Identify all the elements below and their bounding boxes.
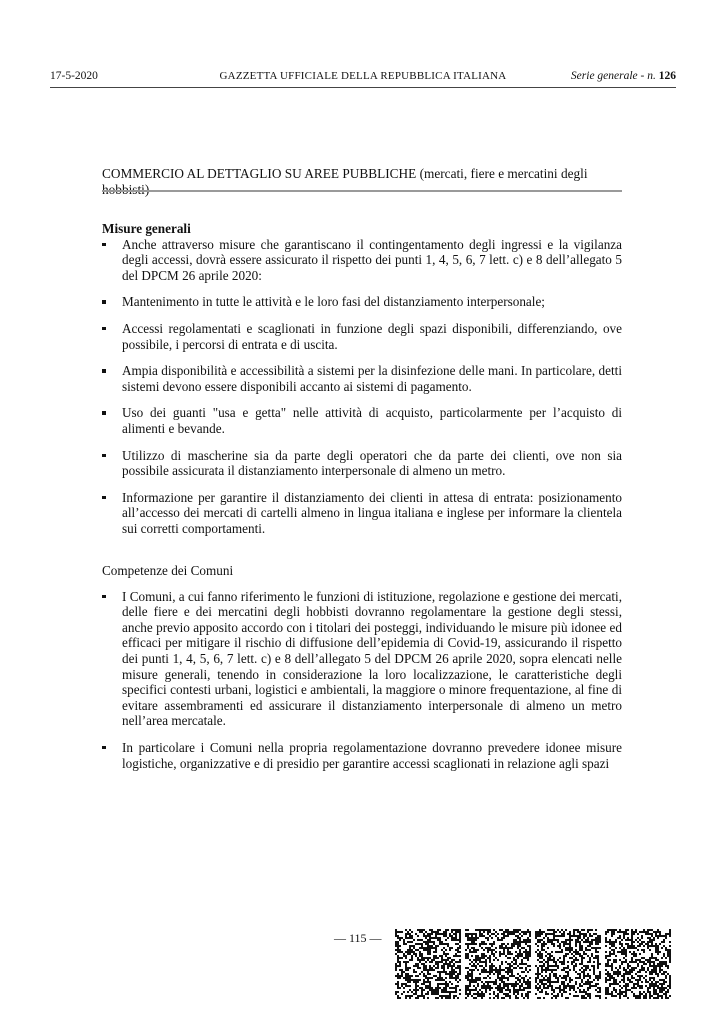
qr-code-icon bbox=[605, 929, 671, 999]
journal-title: GAZZETTA UFFICIALE DELLA REPUBBLICA ITALIANA bbox=[219, 70, 507, 82]
bullet-icon bbox=[102, 595, 106, 599]
list-item: Utilizzo di mascherine sia da parte degli operatori che da parte dei clienti, ove non sia possibile assicurata il distanziamento interpersonale di almeno un metro. bbox=[102, 448, 622, 479]
competenze-section bbox=[102, 563, 622, 771]
header-date: 17-5-2020 bbox=[50, 70, 98, 82]
list-item: Accessi regolamentati e scaglionati in funzione degli spazi disponibili, differenziando, ove possibile, i percorsi di entrata e di uscita. bbox=[102, 321, 622, 352]
competenze-list bbox=[102, 589, 622, 772]
qr-code-icon bbox=[535, 929, 601, 999]
list-item: Anche attraverso misure che garantiscano il contingentamento degli ingressi e la vigilanza degli accessi, dovrà essere assicurato il rispetto dei punti 1, 4, 5, 6, 7 lett. c) e 8 dell’allegato 5 del DPCM 26 aprile 2020: bbox=[102, 237, 622, 284]
series-info bbox=[571, 70, 676, 82]
list-item: Mantenimento in tutte le attività e le loro fasi del distanziamento interpersonale; bbox=[102, 294, 622, 310]
list-item: Informazione per garantire il distanziamento dei clienti in attesa di entrata: posizionamento all’accesso dei mercati di cartelli almeno in lingua italiana e inglese per informare la clientela sui corretti comportamenti. bbox=[102, 490, 622, 537]
qr-code-icon bbox=[465, 929, 531, 999]
qr-code-icon bbox=[395, 929, 461, 999]
bullet-icon bbox=[102, 243, 106, 247]
misure-generali-heading: Misure generali bbox=[102, 221, 191, 236]
bullet-icon bbox=[102, 300, 106, 304]
list-item: In particolare i Comuni nella propria regolamentazione dovranno prevedere idonee misure logistiche, organizzative e di presidio per garantire accessi scaglionati in relazione agli spazi bbox=[102, 740, 622, 771]
bullet-icon bbox=[102, 411, 106, 415]
list-item: Ampia disponibilità e accessibilità a sistemi per la disinfezione delle mani. In particolare, detti sistemi devono essere disponibili accanto ai sistemi di pagamento. bbox=[102, 363, 622, 394]
misure-generali-section bbox=[102, 221, 622, 537]
header-rule bbox=[50, 87, 676, 88]
bullet-icon bbox=[102, 327, 106, 331]
bullet-icon bbox=[102, 496, 106, 500]
misure-generali-list bbox=[102, 237, 622, 537]
competenze-heading: Competenze dei Comuni bbox=[102, 563, 234, 578]
bullet-icon bbox=[102, 454, 106, 458]
list-item: Uso dei guanti "usa e getta" nelle attività di acquisto, particolarmente per l’acquisto di alimenti e bevande. bbox=[102, 405, 622, 436]
bullet-icon bbox=[102, 746, 106, 750]
page-header bbox=[50, 70, 676, 86]
series-number: 126 bbox=[658, 70, 676, 82]
list-item: I Comuni, a cui fanno riferimento le funzioni di istituzione, regolazione e gestione dei mercati, delle fiere e dei mercatini degli hobbisti dovranno regolamentare la gestione degli stessi, anche previo apposito accordo con i titolari dei posteggi, individuando le misure più idonee ed efficaci per mitigare il rischio di diffusione dell’epidemia di Covid-19, assicurando il rispetto dei punti 1, 4, 5, 6, 7 lett. c) e 8 dell’allegato 5 del DPCM 26 aprile 2020, sopra elencati nelle misure generali, tenendo in considerazione la loro localizzazione, le caratteristiche degli specifici contesti urbani, logistici e ambientali, la maggiore o minore frequentazione, al fine di evitare assembramenti ed assicurare il distanziamento interpersonale di almeno un metro nell’area mercatale. bbox=[102, 589, 622, 729]
section-title: COMMERCIO AL DETTAGLIO SU AREE PUBBLICHE (mercati, fiere e mercatini degli bbox=[102, 166, 588, 181]
title-rule bbox=[102, 190, 622, 192]
page-number: — 115 — bbox=[334, 931, 382, 945]
series-label: Serie generale - n. bbox=[570, 70, 656, 82]
bullet-icon bbox=[102, 369, 106, 373]
